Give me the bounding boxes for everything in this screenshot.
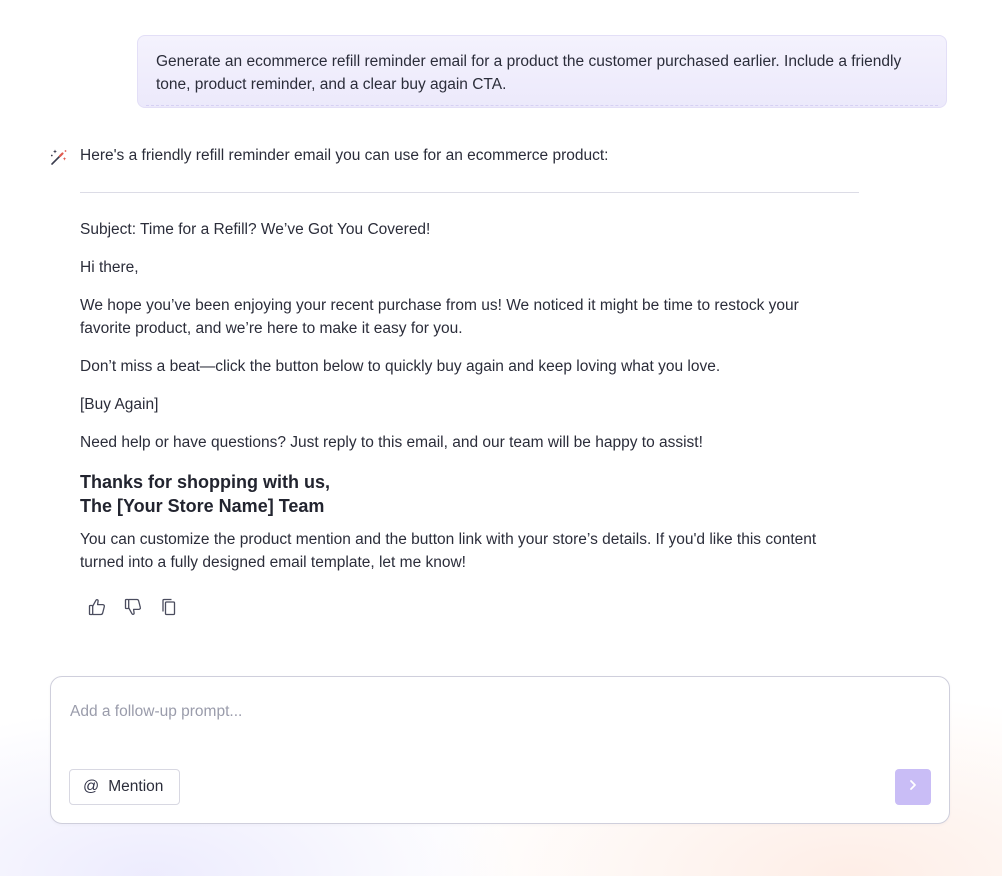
user-message-text: Generate an ecommerce refill reminder email for a product the customer purchased earlier. Include a friendly tone, product reminder, and a clear buy again CTA.: [156, 53, 902, 93]
mention-label: Mention: [108, 778, 164, 795]
prompt-composer: [50, 676, 950, 824]
email-paragraph-1: We hope you’ve been enjoying your recent purchase from us! We noticed it might be time to restock your favorite product, and we’re here to make it easy for you.: [80, 297, 799, 337]
follow-up-prompt-input[interactable]: [70, 703, 770, 721]
email-signoff: [80, 470, 330, 518]
copy-icon[interactable]: [158, 596, 180, 618]
thumbs-down-icon[interactable]: [122, 596, 144, 618]
at-sign-icon: @: [83, 778, 100, 795]
send-button[interactable]: [895, 769, 931, 805]
ai-intro-text: Here's a friendly refill reminder email you can use for an ecommerce product:: [80, 147, 609, 164]
email-paragraph-3: Need help or have questions? Just reply to this email, and our team will be happy to assist!: [80, 434, 703, 451]
email-subject: Subject: Time for a Refill? We’ve Got You Covered!: [80, 221, 431, 238]
signoff-line-2: The [Your Store Name] Team: [80, 496, 325, 516]
email-cta: [Buy Again]: [80, 396, 159, 413]
email-paragraph-2: Don’t miss a beat—click the button below to quickly buy again and keep loving what you love.: [80, 358, 721, 375]
magic-wand-icon: [49, 147, 69, 167]
chevron-right-icon: [906, 778, 920, 797]
thumbs-up-icon[interactable]: [86, 596, 108, 618]
divider: [80, 192, 859, 193]
mention-button[interactable]: [69, 769, 180, 805]
user-message-bubble: [137, 35, 947, 108]
email-greeting: Hi there,: [80, 259, 139, 276]
closing-text: You can customize the product mention and the button link with your store’s details. If you'd like this content turned into a fully designed email template, let me know!: [80, 531, 817, 571]
signoff-line-1: Thanks for shopping with us,: [80, 472, 330, 492]
